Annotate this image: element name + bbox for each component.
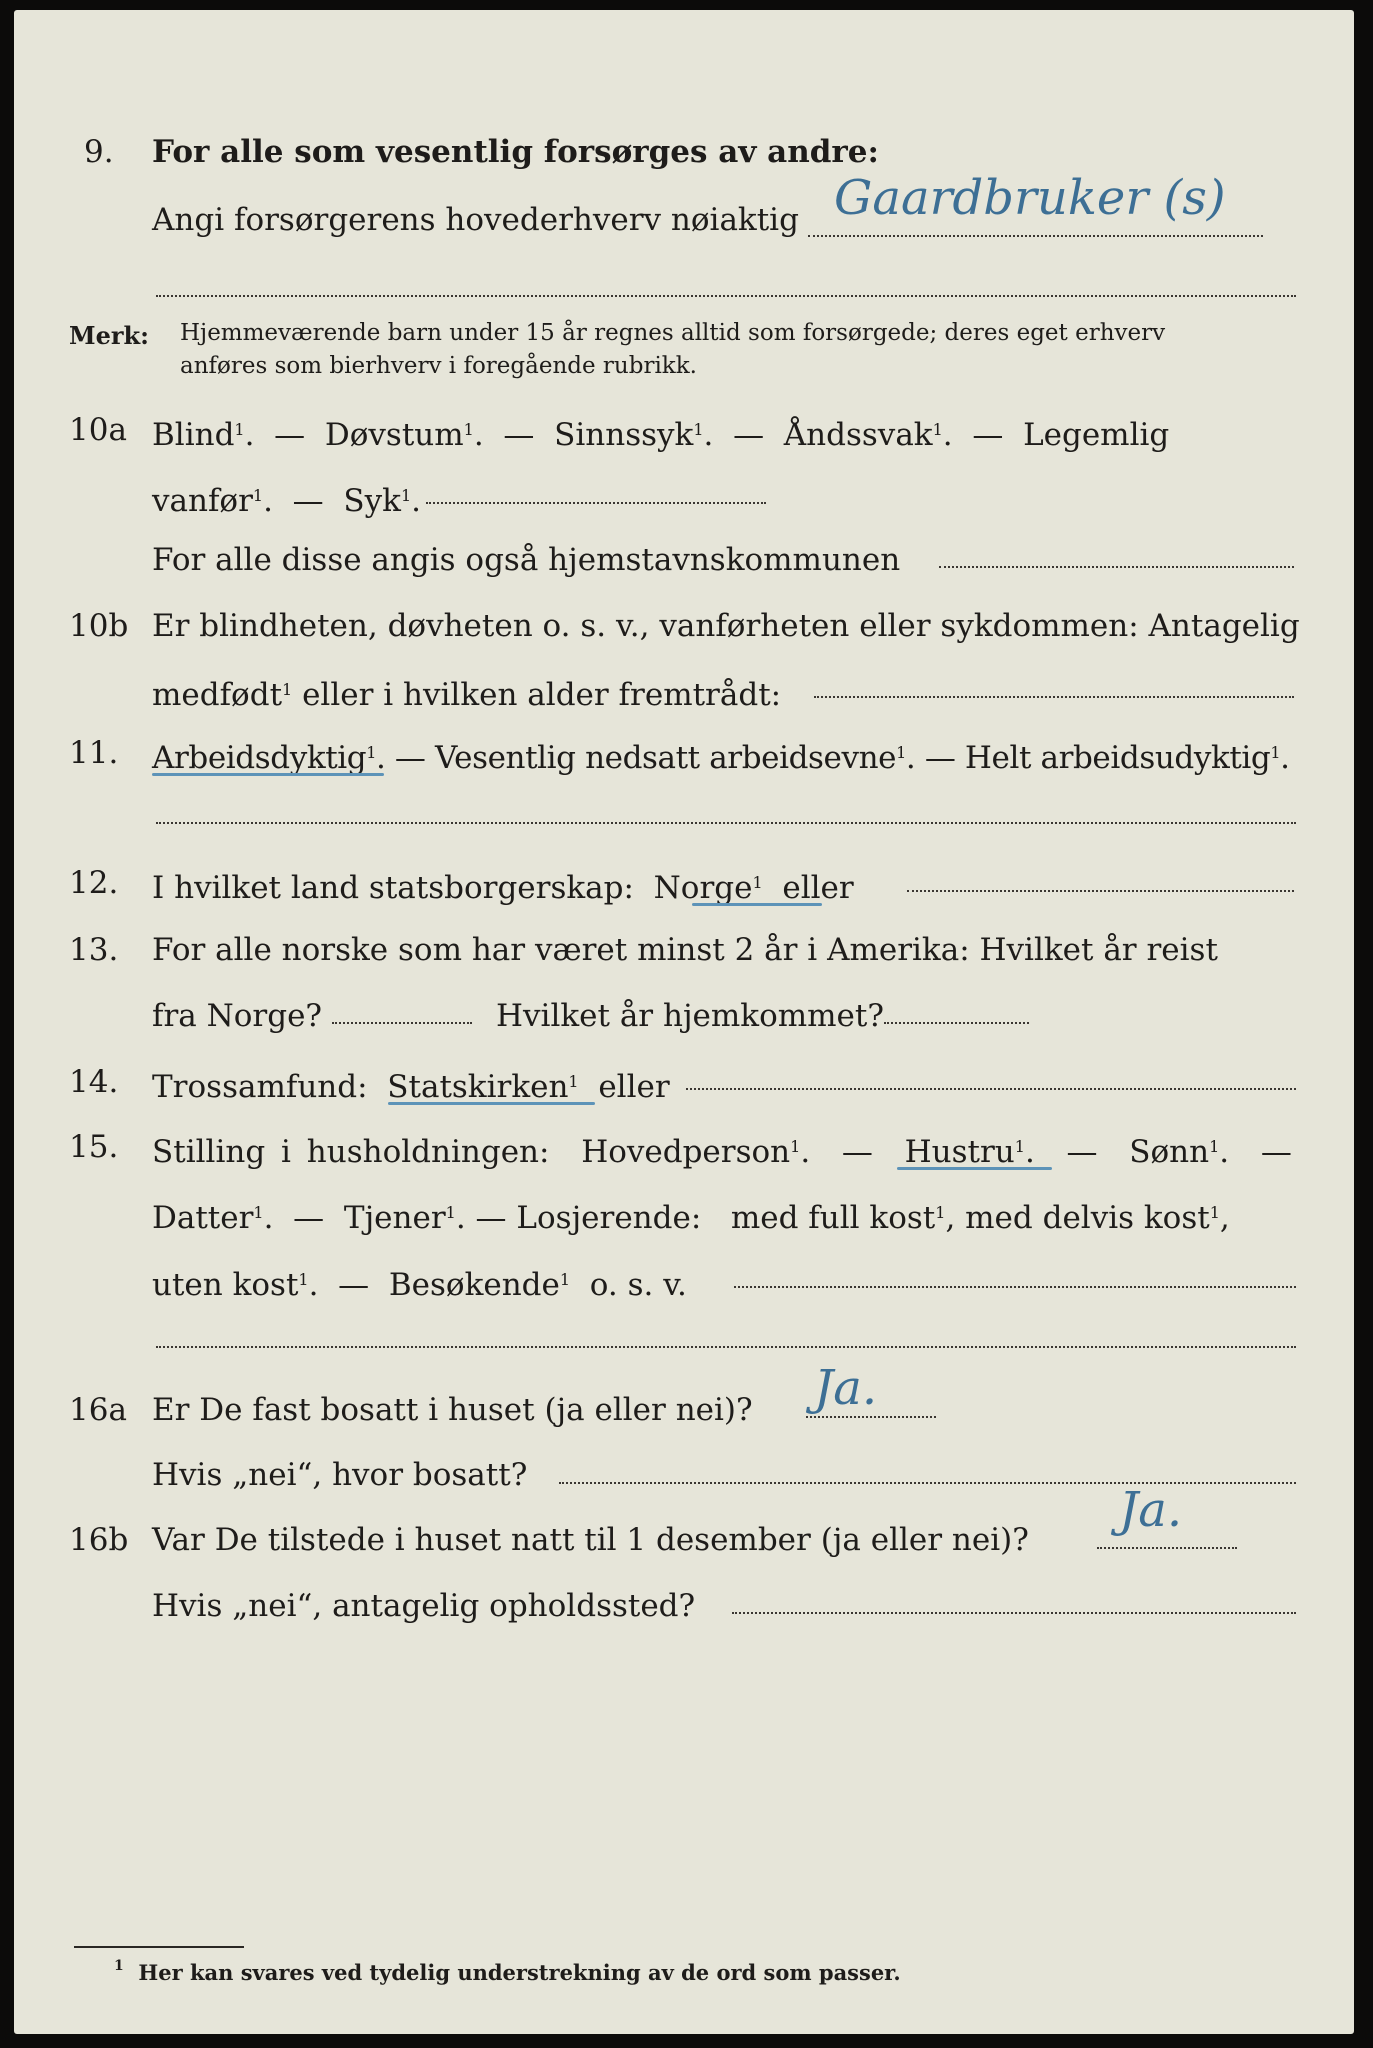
item-15-line1: Stilling i husholdningen: Hovedperson$^1$. — Hustru$^1$. — Sønn$^1$. — [152,1134,1292,1170]
item-10b-line1: Er blindheten, døvheten o. s. v., vanførheten eller sykdommen: Antagelig [152,608,1300,644]
item-10a-line3: For alle disse angis også hjemstavnskommunen [152,542,901,578]
answer-line [156,822,1296,824]
answer-line [732,1612,1296,1614]
handwritten-occupation: Gaardbruker (s) [834,170,1226,226]
footnote-text: $^1$ Her kan svares ved tydelig understrekning av de ord som passer. [114,1958,901,1985]
selection-underline [388,1102,595,1105]
note-line1: Hjemmeværende barn under 15 år regnes alltid som forsørgede; deres eget erhverv [180,320,1166,346]
item-16a-line1: Er De fast bosatt i huset (ja eller nei)? [152,1392,753,1428]
footnote-rule [74,1946,244,1948]
item-15-number: 15. [69,1129,119,1165]
item-15-line3: uten kost$^1$. — Besøkende$^1$ o. s. v. [152,1267,687,1303]
answer-line [156,295,1296,297]
item-14-number: 14. [69,1064,119,1100]
answer-line [734,1286,1296,1288]
census-form-page [14,10,1354,2034]
answer-line [686,1088,1296,1090]
answer-line [156,1346,1296,1348]
selection-underline [897,1167,1052,1170]
item-14-line1: Trossamfund: Statskirken$^1$ eller [152,1069,670,1105]
item-16a-number: 16a [69,1392,127,1428]
item-16b-line2: Hvis „nei“, antagelig opholdssted? [152,1588,696,1624]
item-11-number: 11. [69,735,119,771]
item-13-line1: For alle norske som har været minst 2 år i Amerika: Hvilket år reist [152,932,1218,968]
answer-line [814,696,1294,698]
item-10a-line1: Blind$^1$. — Døvstum$^1$. — Sinnssyk$^1$. — Åndssvak$^1$. — Legemlig [152,417,1170,453]
answer-line [806,1416,936,1418]
item-10b-number: 10b [69,608,129,644]
item-16b-number: 16b [69,1522,129,1558]
item-16b-line1: Var De tilstede i huset natt til 1 desember (ja eller nei)? [152,1522,1029,1558]
item-12-number: 12. [69,865,119,901]
selection-underline [692,903,822,906]
item-13-line2a: fra Norge? [152,998,323,1034]
answer-line [808,235,1263,237]
answer-line [884,1022,1029,1024]
item-10a-line2: vanfør$^1$. — Syk$^1$. [152,483,421,519]
answer-line [1097,1547,1237,1549]
item-9-number: 9. [84,134,114,170]
handwritten-answer-16a: Ja. [814,1360,878,1416]
item-12-line1: I hvilket land statsborgerskap: Norge$^1$ eller [152,870,854,906]
item-13-number: 13. [69,932,119,968]
answer-line [426,502,766,504]
answer-line [907,890,1294,892]
item-15-line2: Datter$^1$. — Tjener$^1$. — Losjerende: med full kost$^1$, med delvis kost$^1$, [152,1200,1230,1236]
handwritten-answer-16b: Ja. [1119,1482,1183,1538]
note-label: Merk: [69,321,149,350]
item-10b-line2: medfødt$^1$ eller i hvilken alder fremtrådt: [152,677,782,713]
item-11-line1: Arbeidsdyktig$^1$. — Vesentlig nedsatt arbeidsevne$^1$. — Helt arbeidsudyktig$^1$. [152,740,1290,776]
item-13-line2b: Hvilket år hjemkommet? [496,998,884,1034]
item-9-line1: For alle som vesentlig forsørges av andre: [152,134,879,170]
item-16a-line2: Hvis „nei“, hvor bosatt? [152,1457,528,1493]
answer-line [939,566,1294,568]
item-10a-number: 10a [69,412,127,448]
answer-line [332,1022,472,1024]
item-9-line2: Angi forsørgerens hovederhverv nøiaktig [152,202,799,238]
selection-underline [152,773,384,776]
answer-line [559,1482,1296,1484]
note-line2: anføres som bierhverv i foregående rubrikk. [180,353,697,379]
